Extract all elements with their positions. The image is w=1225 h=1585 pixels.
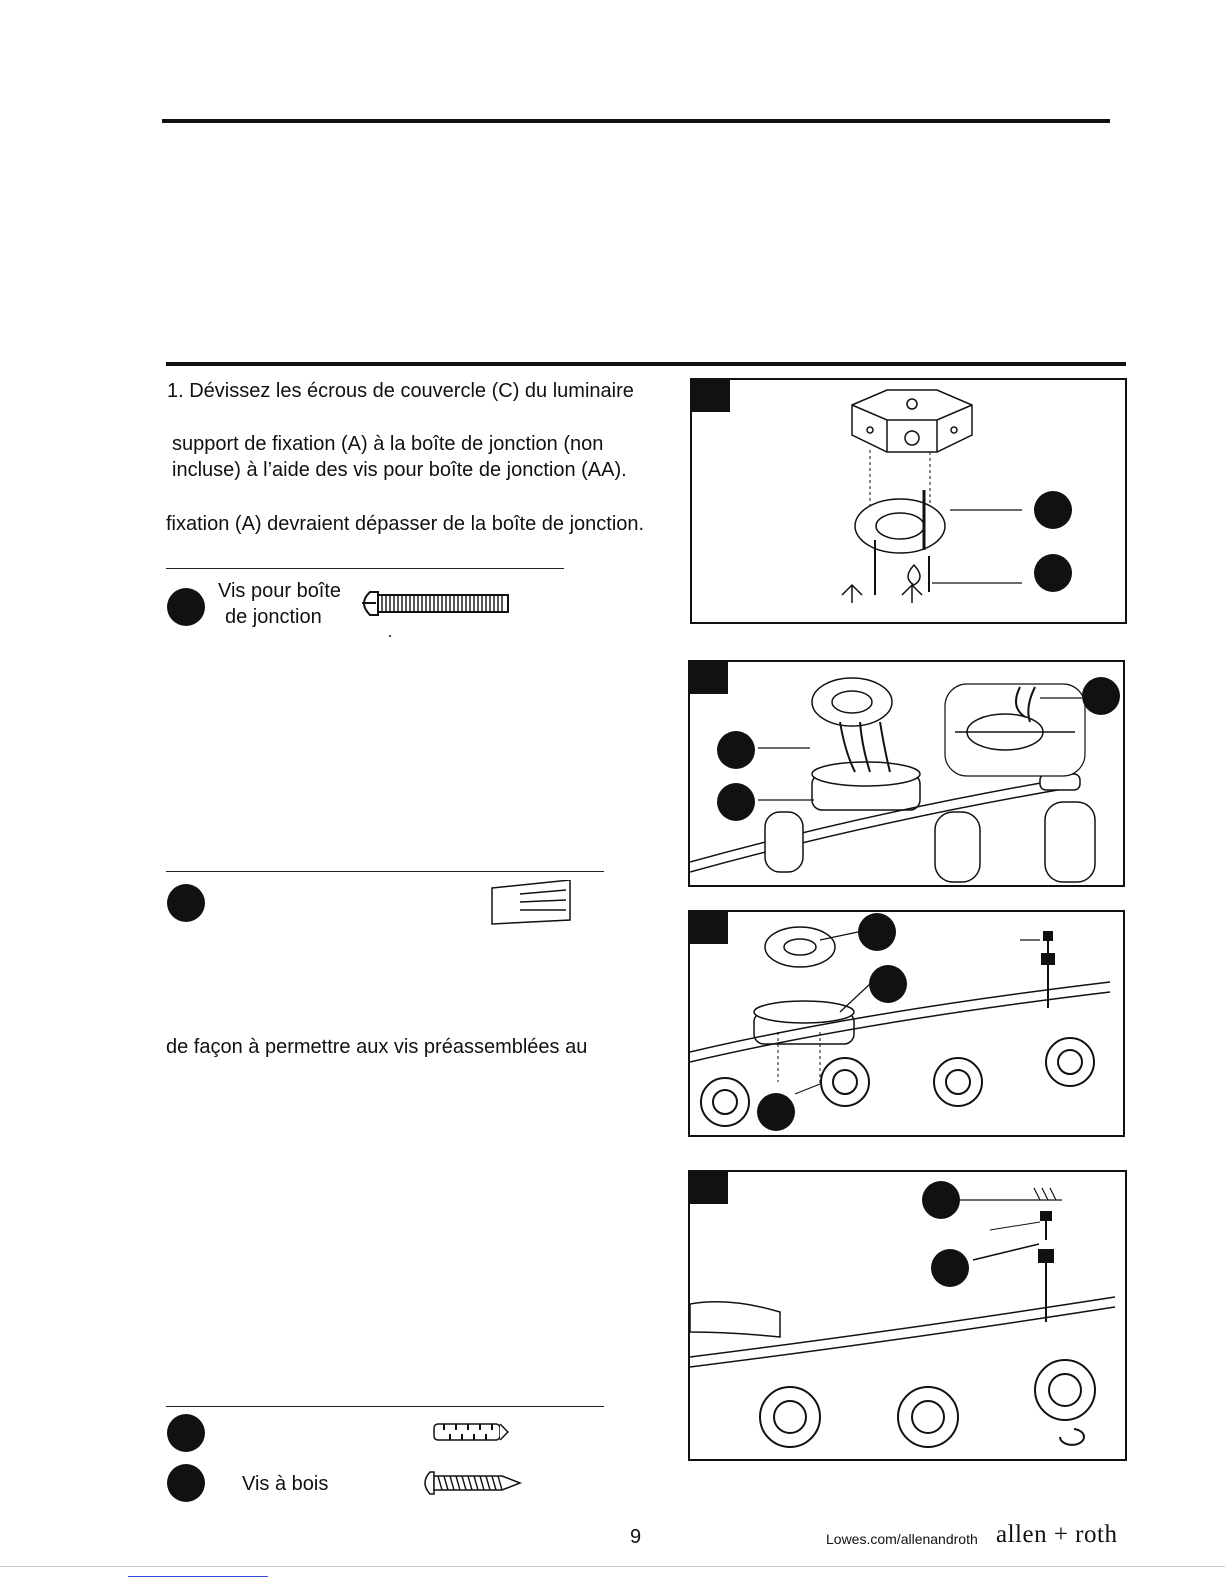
- hardware-bullet-wire-connector: [167, 884, 205, 922]
- page-bottom-divider: [0, 1566, 1225, 1567]
- step1-instruction-line2: support de fixation (A) à la boîte de jonction (non: [172, 433, 604, 455]
- machine-screw-icon: [356, 585, 516, 641]
- hardware-bullet-wall-anchor: [167, 1414, 205, 1452]
- figure-step4: [688, 1170, 1127, 1461]
- figure-step2: [688, 660, 1125, 887]
- wire-connector-icon: [490, 880, 575, 928]
- step1-instruction-line4: fixation (A) devraient dépasser de la boîte de jonction.: [166, 513, 645, 535]
- junction-box-drawing: [852, 390, 972, 452]
- step3-instruction-line1: de façon à permettre aux vis préassemblées au: [166, 1036, 588, 1058]
- header-rule-bottom: [166, 362, 1126, 366]
- hardware-name-line1: Vis pour boîte: [218, 580, 342, 602]
- figure-step3: [688, 910, 1125, 1137]
- step1-hardware-divider: [166, 568, 564, 569]
- hardware-wood-screw-name: Vis à bois: [242, 1473, 329, 1495]
- bottom-link-underline[interactable]: [128, 1576, 268, 1577]
- page-number: 9: [630, 1526, 642, 1548]
- hardware-bullet-aa: [167, 588, 205, 626]
- wood-screw-icon: [420, 1470, 525, 1498]
- header-rule-top: [162, 119, 1110, 123]
- hardware-name-line2: de jonction: [225, 606, 322, 628]
- step4-hardware-divider: [166, 1406, 604, 1407]
- footer-url[interactable]: Lowes.com/allenandroth: [826, 1531, 978, 1547]
- mounting-bracket-drawing: [855, 490, 945, 595]
- step1-instruction-line1: 1. Dévissez les écrous de couvercle (C) du luminaire: [167, 380, 634, 402]
- brand-logo: allen + roth: [996, 1521, 1118, 1548]
- hardware-bullet-wood-screw: [167, 1464, 205, 1502]
- step1-instruction-line3: incluse) à l’aide des vis pour boîte de jonction (AA).: [172, 459, 627, 481]
- figure-step1: [690, 378, 1127, 624]
- wall-anchor-icon: [430, 1420, 510, 1446]
- step2-hardware-divider: [166, 871, 604, 872]
